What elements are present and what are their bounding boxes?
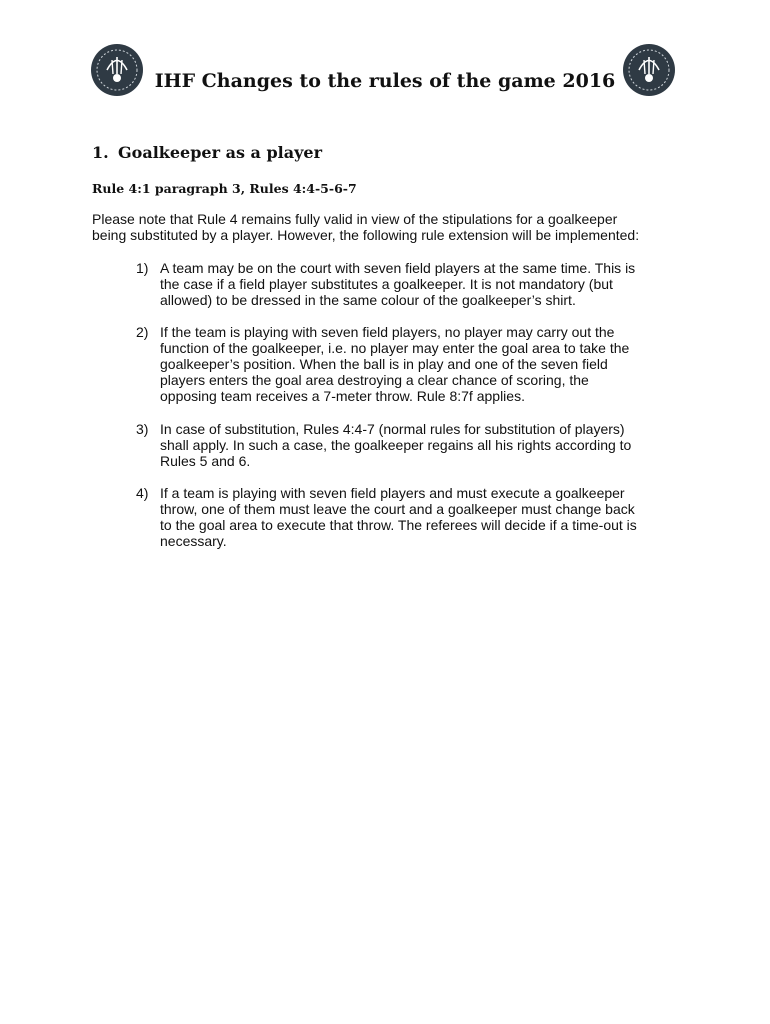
list-marker: 1) [136,260,149,276]
list-line: Rules 5 and 6. [160,453,251,469]
section-heading [92,143,322,162]
section-heading-text: Goalkeeper as a player [118,143,323,162]
list-line: goalkeeper’s position. When the ball is in play and one of the seven field [160,356,608,372]
intro-line: Please note that Rule 4 remains fully valid in view of the stipulations for a goalkeeper [92,211,618,227]
list-line: If the team is playing with seven field players, no player may carry out the [160,324,615,340]
list-item-text [160,485,680,549]
list-marker: 2) [136,324,149,340]
list-line: players enters the goal area destroying a clear chance of scoring, the [160,372,589,388]
list-item-text [160,421,680,469]
rule-reference: Rule 4:1 paragraph 3, Rules 4:4-5-6-7 [92,181,357,196]
document-title: IHF Changes to the rules of the game 2016 [154,70,616,92]
intro-line: being substituted by a player. However, the following rule extension will be implemented: [92,227,640,243]
list-item-text [160,260,680,308]
list-marker: 3) [136,421,149,437]
list-line: shall apply. In such a case, the goalkeeper regains all his rights according to [160,437,632,453]
intro-paragraph [92,211,692,243]
list-item-text [160,324,680,404]
list-marker: 4) [136,485,149,501]
list-line: opposing team receives a 7-meter throw. Rule 8:7f applies. [160,388,525,404]
list-line: the case if a field player substitutes a goalkeeper. It is not mandatory (but [160,276,613,292]
section-number: 1. [92,143,109,162]
list-line: In case of substitution, Rules 4:4-7 (normal rules for substitution of players) [160,421,625,437]
list-line: function of the goalkeeper, i.e. no player may enter the goal area to take the [160,340,630,356]
list-line: throw, one of them must leave the court and a goalkeeper must change back [160,501,635,517]
list-line: If a team is playing with seven field players and must execute a goalkeeper [160,485,625,501]
list-line: A team may be on the court with seven field players at the same time. This is [160,260,636,276]
list-line: to the goal area to execute that throw. The referees will decide if a time-out is [160,517,637,533]
list-line: necessary. [160,533,227,549]
list-line: allowed) to be dressed in the same colour of the goalkeeper’s shirt. [160,292,576,308]
